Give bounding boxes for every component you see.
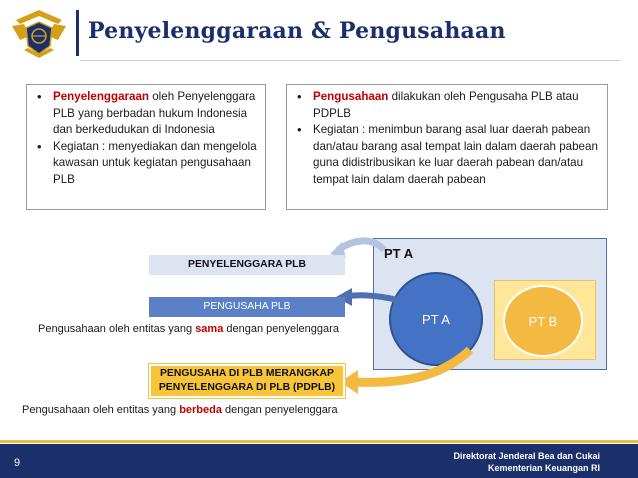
pdplb-label-line1: PENGUSAHA DI PLB MERANGKAP [160, 368, 334, 379]
pengusaha-plb-box [149, 297, 345, 317]
list-item-text: Kegiatan : menyediakan dan mengelola kawasan untuk kegiatan pengusahaan PLB [53, 139, 257, 186]
list-item-text: dilakukan oleh Pengusaha PLB atau PDPLB [313, 90, 579, 120]
title-accent-bar [76, 10, 79, 56]
page-number: 9 [14, 457, 21, 469]
pdplb-label-line2: PENYELENGGARA DI PLB (PDPLB) [158, 382, 336, 393]
list-item-text: oleh Penyelenggara PLB yang berbadan hukum Indonesia dan berkedudukan di Indonesia [53, 90, 256, 137]
pdplb-box [149, 364, 345, 398]
penyelenggaraan-list [33, 89, 259, 189]
list-item [33, 89, 259, 139]
highlight-term: Pengusahaan [313, 90, 389, 103]
footer-line-2: Kementerian Keuangan RI [487, 462, 600, 473]
footer-institution [453, 451, 600, 474]
note-highlight: sama [195, 323, 224, 335]
list-item-text: Kegiatan : menimbun barang asal luar daerah pabean dan/atau barang asal tempat lain dalam daerah pabean guna didistribusikan ke luar daerah pabean dan/atau tempat lain dalam daerah pabean [313, 123, 598, 186]
pengusahaan-box [286, 84, 608, 210]
penyelenggaraan-box [26, 84, 266, 210]
note-different-entity [22, 404, 338, 416]
pt-a-circle [389, 272, 483, 366]
list-item [293, 122, 601, 188]
penyelenggara-plb-box [149, 255, 345, 275]
pt-b-circle-label: PT B [528, 313, 558, 329]
pengusahaan-list [293, 89, 601, 189]
pt-a-circle-label: PT A [422, 311, 450, 327]
emblem-icon [10, 6, 68, 60]
page-title: Penyelenggaraan & Pengusahaan [88, 18, 506, 44]
pt-a-panel-label: PT A [384, 246, 414, 261]
penyelenggara-plb-label: PENYELENGGARA PLB [188, 259, 306, 270]
pt-b-circle [503, 285, 583, 357]
note-text: dengan penyelenggara [221, 404, 338, 416]
pengusaha-plb-label: PENGUSAHA PLB [203, 301, 291, 312]
note-text: dengan penyelenggara [223, 323, 339, 335]
list-item [293, 89, 601, 122]
bea-cukai-logo [10, 6, 68, 60]
highlight-term: Penyelenggaraan [53, 90, 150, 103]
note-text: Pengusahaan oleh entitas yang [22, 404, 180, 416]
list-item [33, 139, 259, 189]
note-same-entity [38, 323, 339, 335]
footer-line-1: Direktorat Jenderal Bea dan Cukai [453, 451, 600, 461]
footer-accent-line [0, 440, 638, 443]
title-divider [80, 60, 620, 61]
note-text: Pengusahaan oleh entitas yang [38, 323, 196, 335]
note-highlight: berbeda [179, 404, 222, 416]
